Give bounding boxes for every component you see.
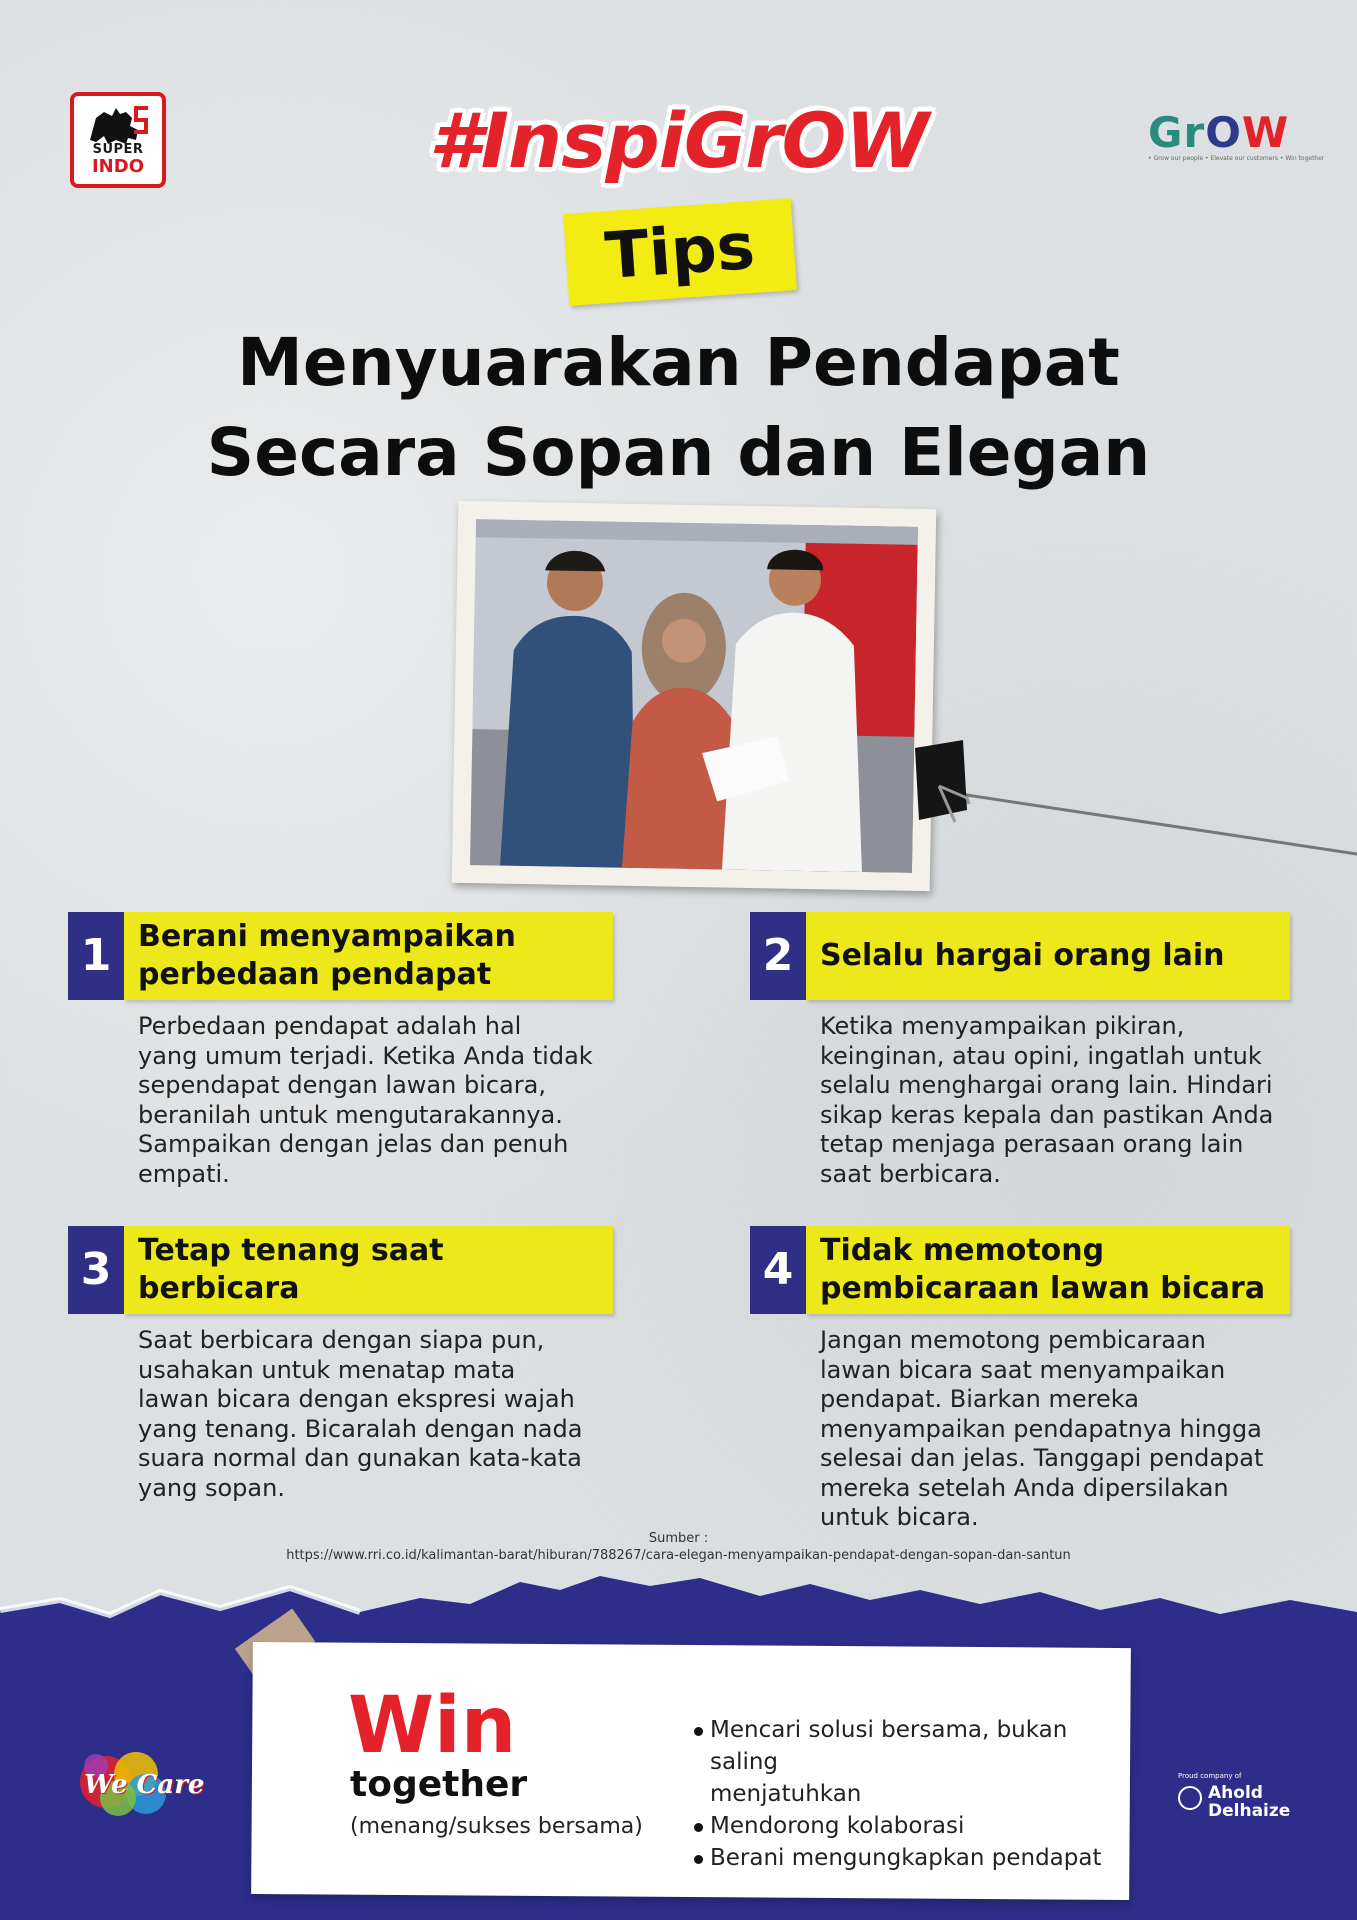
tip-body	[138, 1012, 618, 1189]
win-subtitle: (menang/sukses bersama)	[350, 1814, 643, 1839]
superindo-indo: INDO	[91, 156, 144, 177]
tip-line: yang umum terjadi. Ketika Anda tidak	[138, 1041, 593, 1070]
tip-heading-line-1: Berani menyampaikan	[138, 919, 516, 954]
tip-line: yang tenang. Bicaralah dengan nada	[138, 1414, 583, 1443]
ahold-line-1: Ahold	[1208, 1783, 1263, 1803]
binder-clip-icon	[905, 740, 975, 830]
photo-frame	[452, 501, 937, 891]
ahold-proud: Proud company of	[1178, 1772, 1242, 1780]
win-heading: Win	[348, 1681, 517, 1771]
tip-heading	[124, 1226, 613, 1314]
source-label: Sumber :	[648, 1531, 709, 1546]
tip-heading-line-1: Tetap tenang saat	[138, 1233, 444, 1268]
tip-line: untuk bicara.	[820, 1503, 979, 1531]
tip-line: lawan bicara saat menyampaikan	[820, 1355, 1226, 1384]
tip-line: yang sopan.	[138, 1473, 285, 1502]
tip-heading	[124, 912, 613, 1000]
tip-line: Saat berbicara dengan siapa pun,	[138, 1326, 545, 1354]
tip-line: sependapat dengan lawan bicara,	[138, 1071, 546, 1099]
tip-line: lawan bicara dengan ekspresi wajah	[138, 1385, 575, 1413]
grow-w: W	[1241, 108, 1290, 157]
tip-line: Perbedaan pendapat adalah hal	[138, 1012, 522, 1040]
tip-number: 4	[750, 1226, 806, 1314]
tip-heading-line-1: Selalu hargai orang lain	[820, 938, 1225, 973]
tip-4	[750, 1226, 1290, 1536]
grow-tagline: • Grow our people • Elevate our customers • Win together	[1148, 155, 1325, 162]
tip-heading	[806, 1226, 1290, 1314]
title-line-1: Menyuarakan Pendapat	[237, 324, 1120, 401]
bullet-text: Berani mengungkapkan pendapat	[710, 1845, 1102, 1871]
bullet-text: Mendorong kolaborasi	[710, 1813, 965, 1839]
team-photo	[470, 519, 918, 873]
tip-line: suara normal dan gunakan kata-kata	[138, 1444, 582, 1472]
tip-line: Ketika menyampaikan pikiran,	[820, 1012, 1185, 1040]
page-title	[0, 318, 1357, 498]
bullet-text-cont: menjatuhkan	[710, 1781, 862, 1807]
tip-3	[68, 1226, 613, 1526]
hashtag-title: #InspiGrOW	[428, 96, 929, 185]
tip-heading-line-2: perbedaan pendapat	[138, 957, 492, 992]
list-item	[692, 1842, 1112, 1874]
tip-heading-line-1: Tidak memotong	[820, 1233, 1105, 1268]
tip-body	[820, 1326, 1300, 1533]
bullet-text: Mencari solusi bersama, bukan saling	[710, 1717, 1068, 1775]
tip-line: keinginan, atau opini, ingatlah untuk	[820, 1041, 1262, 1070]
team-photo-illustration	[470, 519, 918, 873]
tip-line: usahakan untuk menatap mata	[138, 1355, 516, 1384]
tip-line: pendapat. Biarkan mereka	[820, 1385, 1139, 1413]
tip-line: mereka setelah Anda dipersilakan	[820, 1473, 1229, 1502]
superindo-super: SUPER	[92, 142, 144, 157]
grow-wordmark	[1148, 108, 1288, 157]
tip-heading-line-2: berbicara	[138, 1271, 300, 1306]
grow-gr: Gr	[1148, 108, 1206, 157]
tips-badge: Tips	[563, 198, 797, 306]
ahold-delhaize-logo	[1178, 1772, 1318, 1821]
source-link[interactable]: https://www.rri.co.id/kalimantan-barat/hiburan/788267/cara-elegan-menyampaikan-pendapat-dengan-sopan-dan-santun	[286, 1548, 1071, 1563]
title-line-2: Secara Sopan dan Elegan	[206, 414, 1151, 491]
wecare-text: We Care	[84, 1770, 205, 1800]
tip-number: 2	[750, 912, 806, 1000]
ahold-name	[1208, 1784, 1290, 1820]
grow-o: O	[1205, 108, 1242, 157]
together-heading: together	[350, 1764, 528, 1805]
tip-line: beranilah untuk mengutarakannya.	[138, 1100, 563, 1129]
tip-line: menyampaikan pendapatnya hingga	[820, 1414, 1262, 1443]
tip-1	[68, 912, 613, 1212]
tip-line: empati.	[138, 1159, 230, 1188]
ahold-line-2: Delhaize	[1208, 1801, 1291, 1821]
tip-heading-line-2: pembicaraan lawan bicara	[820, 1271, 1266, 1306]
source-citation	[0, 1530, 1357, 1564]
grow-logo	[1148, 108, 1325, 162]
win-bullet-list	[692, 1714, 1112, 1874]
tip-heading	[806, 912, 1290, 1000]
tip-line: saat berbicara.	[820, 1159, 1001, 1188]
tip-line: tetap menjaga perasaan orang lain	[820, 1130, 1244, 1158]
tip-body	[138, 1326, 618, 1503]
tip-2	[750, 912, 1290, 1212]
tip-line: selalu menghargai orang lain. Hindari	[820, 1071, 1273, 1099]
list-item	[692, 1714, 1112, 1810]
hanging-wire	[960, 790, 1357, 870]
tip-number: 3	[68, 1226, 124, 1314]
tip-number: 1	[68, 912, 124, 1000]
tip-body	[820, 1012, 1300, 1189]
tip-line: Sampaikan dengan jelas dan penuh	[138, 1130, 569, 1158]
tip-line: Jangan memotong pembicaraan	[820, 1326, 1206, 1354]
list-item	[692, 1810, 1112, 1842]
tip-line: selesai dan jelas. Tanggapi pendapat	[820, 1444, 1264, 1472]
tip-line: sikap keras kepala dan pastikan Anda	[820, 1100, 1274, 1129]
ahold-ring-icon	[1178, 1786, 1202, 1810]
